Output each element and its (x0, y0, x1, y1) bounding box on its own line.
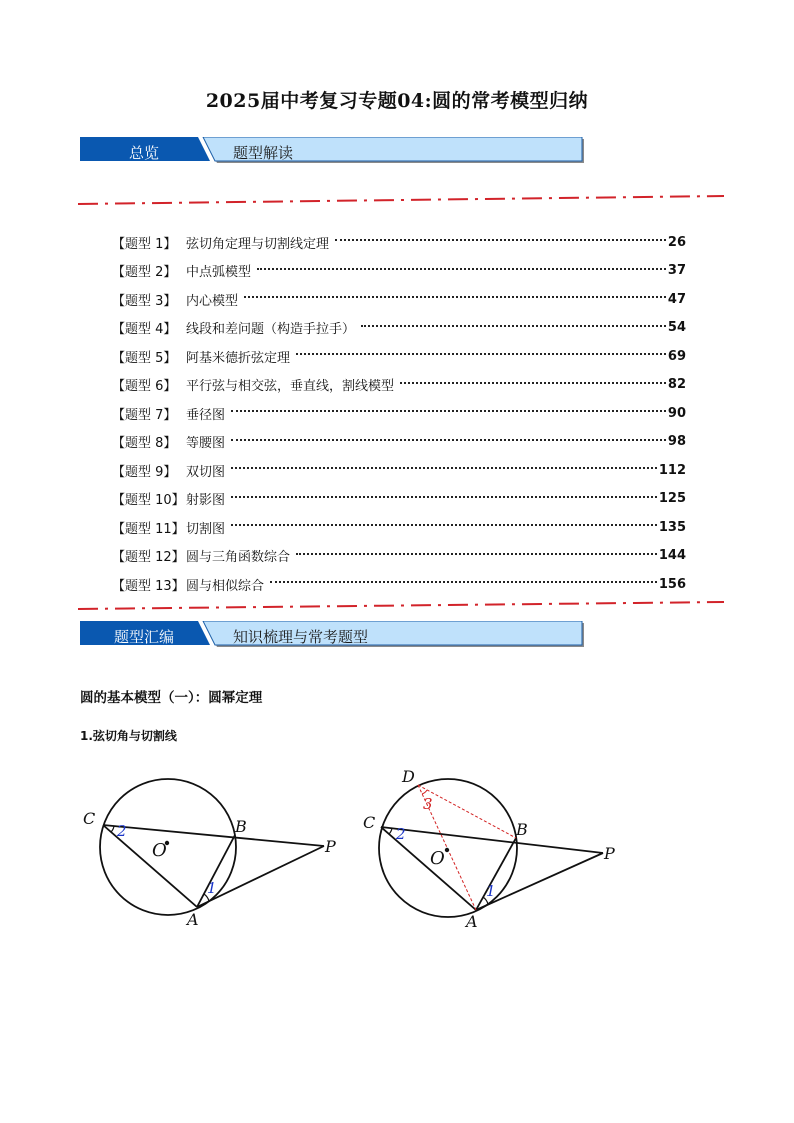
line-cp (103, 825, 324, 846)
toc-leader-dots (231, 496, 657, 498)
label-angle-3: 3 (423, 795, 433, 813)
label-angle-2: 2 (396, 825, 406, 843)
geometry-figure-2 (358, 764, 628, 934)
toc-leader-dots (257, 268, 666, 270)
toc-leader-dots (296, 353, 666, 355)
toc-page: 125 (658, 491, 686, 507)
toc-page: 90 (667, 405, 686, 421)
toc-label: 射影图 (186, 493, 226, 509)
toc-row[interactable] (112, 342, 686, 371)
toc-leader-dots (296, 553, 657, 555)
line-ab (476, 838, 516, 910)
toc-row[interactable] (112, 399, 686, 428)
toc-page: 98 (667, 434, 686, 450)
toc-number: 【题型 5】 (112, 350, 177, 366)
document-title: 2025届中考复习专题04:圆的常考模型归纳 (205, 90, 589, 112)
toc-row[interactable] (112, 485, 686, 514)
toc-label: 垂径图 (186, 407, 226, 423)
dash-divider-bottom (78, 599, 726, 611)
toc-page: 47 (667, 291, 686, 307)
toc-row[interactable] (112, 371, 686, 400)
toc-label: 弦切角定理与切割线定理 (186, 236, 330, 252)
sub-heading: 1.弦切角与切割线 (80, 729, 177, 743)
toc-number: 【题型 4】 (112, 322, 177, 338)
dash-divider-top (78, 194, 726, 206)
toc-label: 双切图 (186, 464, 226, 480)
label-a: A (466, 912, 478, 931)
angle-3-arc (422, 790, 427, 794)
toc-leader-dots (270, 581, 657, 583)
label-p: P (325, 837, 336, 856)
geometry-figure-1 (78, 762, 348, 932)
toc-label: 阿基米德折弦定理 (186, 350, 291, 366)
toc-number: 【题型 9】 (112, 464, 177, 480)
toc-page: 26 (667, 234, 686, 250)
toc-page: 144 (658, 548, 686, 564)
toc-number: 【题型 10】 (112, 493, 185, 509)
toc-number: 【题型 12】 (112, 550, 185, 566)
toc-row[interactable] (112, 314, 686, 343)
toc-label: 圆与相似综合 (186, 578, 265, 594)
line-cp (381, 827, 603, 853)
toc-page: 69 (667, 348, 686, 364)
toc-label: 切割图 (186, 521, 226, 537)
label-b: B (235, 817, 247, 836)
toc-row[interactable] (112, 456, 686, 485)
toc-number: 【题型 3】 (112, 293, 177, 309)
toc-leader-dots (361, 325, 666, 327)
toc-row[interactable] (112, 513, 686, 542)
toc-leader-dots (231, 410, 666, 412)
toc-row[interactable] (112, 542, 686, 571)
toc-label: 平行弦与相交弦，垂直线，割线模型 (186, 379, 395, 395)
label-c: C (83, 809, 96, 828)
toc-leader-dots (231, 439, 666, 441)
toc-number: 【题型 8】 (112, 436, 177, 452)
line-db (418, 785, 516, 838)
overview-banner-left-label: 总览 (128, 144, 159, 162)
label-angle-1: 1 (486, 882, 496, 900)
label-b: B (516, 820, 528, 839)
toc-label: 线段和差问题（构造手拉手） (186, 322, 356, 338)
toc-page: 54 (667, 320, 686, 336)
toc-number: 【题型 13】 (112, 578, 185, 594)
toc-leader-dots (335, 239, 666, 241)
center-o-dot (445, 848, 449, 852)
label-o: O (152, 840, 167, 861)
label-p: P (604, 844, 615, 863)
toc-page: 135 (658, 519, 686, 535)
toc-page: 37 (667, 263, 686, 279)
section-heading: 圆的基本模型（一）：圆幂定理 (80, 690, 263, 706)
overview-banner (80, 137, 586, 165)
toc-label: 内心模型 (186, 293, 239, 309)
toc-leader-dots (244, 296, 666, 298)
toc-number: 【题型 7】 (112, 407, 177, 423)
circle-o (379, 779, 517, 917)
table-of-contents (112, 228, 686, 599)
overview-banner-right-label: 题型解读 (233, 144, 294, 162)
toc-leader-dots (400, 382, 666, 384)
label-c: C (363, 813, 376, 832)
label-o: O (430, 848, 445, 869)
toc-page: 112 (658, 462, 686, 478)
toc-row[interactable] (112, 570, 686, 599)
line-ap (197, 846, 324, 907)
toc-label: 中点弧模型 (186, 265, 252, 281)
angle-2-arc (111, 826, 114, 832)
toc-page: 82 (667, 377, 686, 393)
toc-number: 【题型 11】 (112, 521, 185, 537)
toc-number: 【题型 2】 (112, 265, 177, 281)
toc-number: 【题型 1】 (112, 236, 177, 252)
label-angle-1: 1 (207, 879, 217, 897)
label-d: D (402, 767, 415, 786)
toc-leader-dots (231, 524, 657, 526)
toc-row[interactable] (112, 228, 686, 257)
summary-banner (80, 621, 586, 649)
toc-row[interactable] (112, 257, 686, 286)
label-angle-2: 2 (117, 822, 127, 840)
toc-row[interactable] (112, 428, 686, 457)
summary-banner-right-label: 知识梳理与常考题型 (233, 628, 369, 646)
toc-label: 等腰图 (186, 436, 226, 452)
label-a: A (187, 910, 199, 929)
toc-label: 圆与三角函数综合 (186, 550, 291, 566)
toc-number: 【题型 6】 (112, 379, 177, 395)
toc-leader-dots (231, 467, 657, 469)
summary-banner-left-label: 题型汇编 (113, 628, 174, 646)
toc-row[interactable] (112, 285, 686, 314)
toc-page: 156 (658, 576, 686, 592)
